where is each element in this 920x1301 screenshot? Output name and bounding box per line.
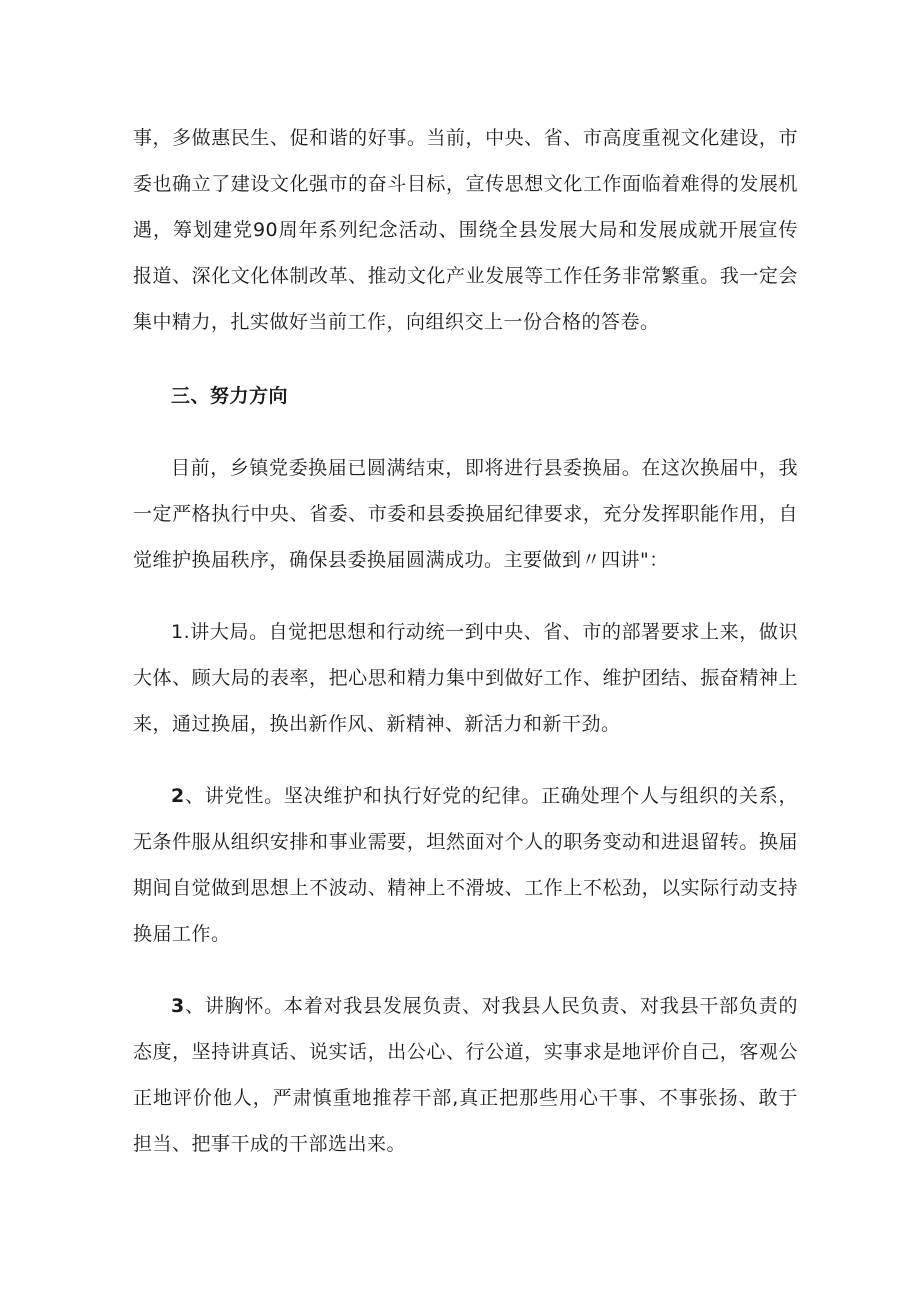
spacer: [133, 747, 798, 773]
list-item-text: 讲大局。自觉把思想和行动统一到中央、省、市的部署要求上来，做识大体、顾大局的表率，把心思和精力集中到做好工作、维护团结、振奋精神上来，通过换届，换出新作风、新精神、新活力和新干劲。: [133, 621, 798, 735]
document-body: [133, 115, 798, 1167]
spacer: [133, 419, 798, 445]
list-item-number: 2: [171, 785, 185, 807]
list-item-number: 1.: [171, 621, 191, 643]
spacer: [133, 957, 798, 983]
list-item-2: [133, 773, 798, 957]
paragraph-intro: 目前，乡镇党委换届已圆满结束，即将进行县委换届。在这次换届中，我一定严格执行中央、省委、市委和县委换届纪律要求，充分发挥职能作用，自觉维护换届秩序，确保县委换届圆满成功。主要做到〃四讲"：: [133, 457, 798, 571]
spacer: [133, 345, 798, 373]
list-item-text: 、讲党性。坚决维护和执行好党的纪律。正确处理个人与组织的关系，无条件服从组织安排和事业需要，坦然面对个人的职务变动和进退留转。换届期间自觉做到思想上不波动、精神上不滑坡、工作上不松劲，以实际行动支持换届工作。: [133, 785, 798, 945]
list-item-1: [133, 609, 798, 747]
spacer: [133, 583, 798, 609]
section-heading: 三、努力方向: [171, 385, 289, 407]
list-item-3: [133, 983, 798, 1167]
list-item-text: 、讲胸怀。本着对我县发展负责、对我县人民负责、对我县干部负责的态度，坚持讲真话、说实话，出公心、行公道，实事求是地评价自己，客观公正地评价他人，严肃慎重地推荐干部,真正把那些用心干事、不事张扬、敢于担当、把事干成的干部选出来。: [133, 995, 798, 1155]
paragraph-continuation: 事，多做惠民生、促和谐的好事。当前，中央、省、市高度重视文化建设，市委也确立了建设文化强市的奋斗目标，宣传思想文化工作面临着难得的发展机遇，筹划建党90周年系列纪念活动、围绕全县发展大局和发展成就开展宣传报道、深化文化体制改革、推动文化产业发展等工作任务非常繁重。我一定会集中精力，扎实做好当前工作，向组织交上一份合格的答卷。: [133, 127, 798, 333]
list-item-number: 3: [171, 995, 185, 1017]
